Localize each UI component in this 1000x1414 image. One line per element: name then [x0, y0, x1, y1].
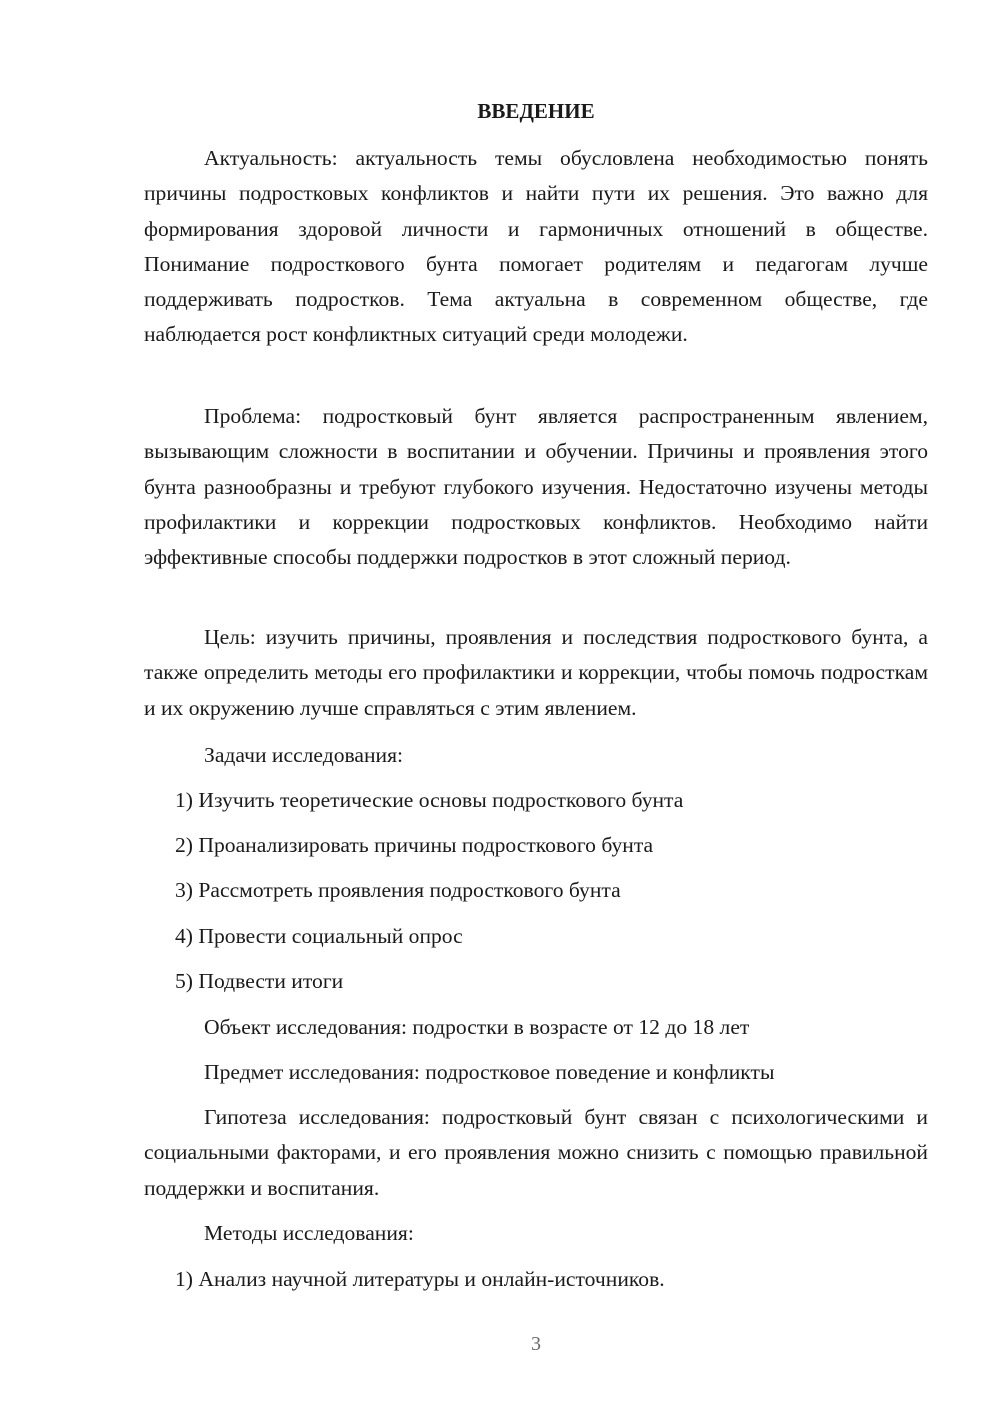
research-object: Объект исследования: подростки в возрасте от 12 до 18 лет: [204, 1015, 750, 1039]
task-item: 5) Подвести итоги: [175, 969, 344, 993]
goal-paragraph: Цель: изучить причины, проявления и последствия подросткового бунта, а также определить методы его профилактики и коррекции, чтобы помочь подросткам и их окружению лучше справляться с этим явлением.: [144, 625, 928, 720]
method-item: 1) Анализ научной литературы и онлайн-источников.: [175, 1267, 665, 1291]
relevance-paragraph: Актуальность: актуальность темы обусловлена необходимостью понять причины подростковых конфликтов и найти пути их решения. Это важно для формирования здоровой личности и гармоничных отношений в обществе. Понимание подросткового бунта помогает родителям и педагогам лучше поддерживать подростков. Тема актуальна в современном обществе, где наблюдается рост конфликтных ситуаций среди молодежи.: [144, 146, 928, 347]
methods-heading: Методы исследования:: [204, 1221, 414, 1245]
hypothesis-paragraph: Гипотеза исследования: подростковый бунт связан с психологическими и социальными факторами, и его проявления можно снизить с помощью правильной поддержки и воспитания.: [144, 1105, 928, 1200]
tasks-heading: Задачи исследования:: [204, 743, 404, 767]
page-title: ВВЕДЕНИЕ: [477, 99, 595, 123]
page-number: 3: [531, 1333, 541, 1355]
research-subject: Предмет исследования: подростковое поведение и конфликты: [204, 1060, 775, 1084]
task-item: 4) Провести социальный опрос: [175, 924, 463, 948]
task-item: 1) Изучить теоретические основы подросткового бунта: [175, 788, 684, 812]
problem-paragraph: Проблема: подростковый бунт является распространенным явлением, вызывающим сложности в воспитании и обучении. Причины и проявления этого бунта разнообразны и требуют глубокого изучения. Недостаточно изучены методы профилактики и коррекции подростковых конфликтов. Необходимо найти эффективные способы поддержки подростков в этот сложный период.: [144, 404, 928, 570]
task-item: 2) Проанализировать причины подросткового бунта: [175, 833, 654, 857]
task-item: 3) Рассмотреть проявления подросткового бунта: [175, 878, 621, 902]
